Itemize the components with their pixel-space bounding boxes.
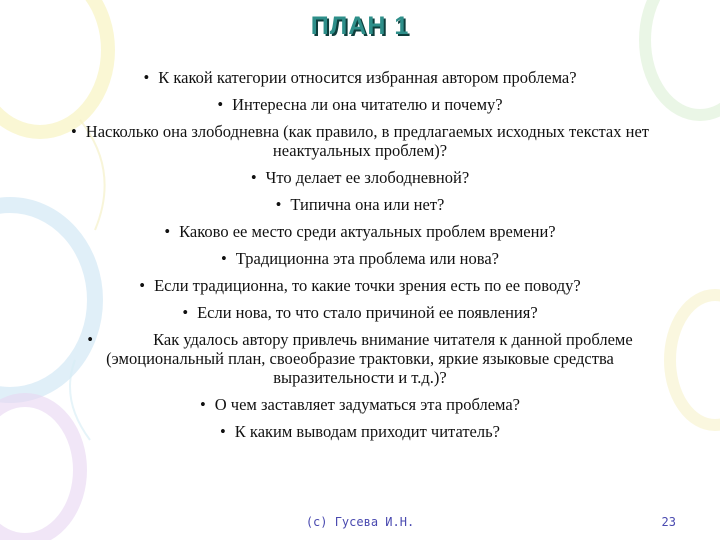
- list-item-text: Если традиционна, то какие точки зрения есть по ее поводу?: [154, 276, 581, 295]
- bullet-dot: •: [217, 95, 224, 114]
- list-item: [58, 422, 662, 441]
- list-item-text: Интересна ли она читателю и почему?: [232, 95, 503, 114]
- slide-content: [58, 68, 662, 449]
- footer-copyright: (c) Гусева И.Н.: [305, 515, 415, 529]
- list-item-text: Как удалось автору привлечь внимание читателя к данной проблеме (эмоциональный план, своеобразие трактовки, яркие языковые средства выразительности и т.д.)?: [106, 330, 633, 387]
- list-item: [58, 95, 662, 114]
- bullet-dot: •: [182, 303, 189, 322]
- list-item-text: О чем заставляет задуматься эта проблема?: [214, 395, 521, 414]
- list-item-text: К каким выводам приходит читатель?: [234, 422, 500, 441]
- yellow-balloon-right: [670, 295, 720, 425]
- bullet-dot: •: [275, 195, 282, 214]
- list-item: [58, 276, 662, 295]
- list-item: [58, 395, 662, 414]
- page-number: 23: [661, 515, 676, 529]
- list-item: [58, 68, 662, 87]
- bullet-dot: •: [164, 222, 171, 241]
- bullet-dot: •: [221, 249, 227, 268]
- list-item: [58, 303, 662, 322]
- list-item-text: Каково ее место среди актуальных проблем времени?: [179, 222, 556, 241]
- bullet-dot: •: [250, 168, 257, 187]
- slide-title: ПЛАН 1: [310, 12, 410, 40]
- bullet-dot: •: [143, 68, 150, 87]
- list-item-text: Типична она или нет?: [290, 195, 445, 214]
- bullet-dot: •: [220, 422, 226, 441]
- list-item: [58, 330, 662, 387]
- bullet-dot: •: [199, 395, 206, 414]
- bullet-dot: •: [139, 276, 146, 295]
- list-item: [58, 249, 662, 268]
- list-item-text: К какой категории относится избранная автором проблема?: [158, 68, 577, 87]
- list-item-text: Если нова, то что стало причиной ее появления?: [197, 303, 538, 322]
- list-item: [58, 168, 662, 187]
- list-item: [58, 222, 662, 241]
- list-item-text: Насколько она злободневна (как правило, в предлагаемых исходных текстах нет неактуальных проблем)?: [85, 122, 649, 160]
- list-item: [58, 122, 662, 160]
- list-item-text: Что делает ее злободневной?: [265, 168, 470, 187]
- bullet-dot: •: [71, 122, 77, 141]
- list-item-text: Традиционна эта проблема или нова?: [235, 249, 499, 268]
- bullet-list: [58, 68, 662, 441]
- bullet-dot: •: [87, 330, 94, 349]
- list-item: [58, 195, 662, 214]
